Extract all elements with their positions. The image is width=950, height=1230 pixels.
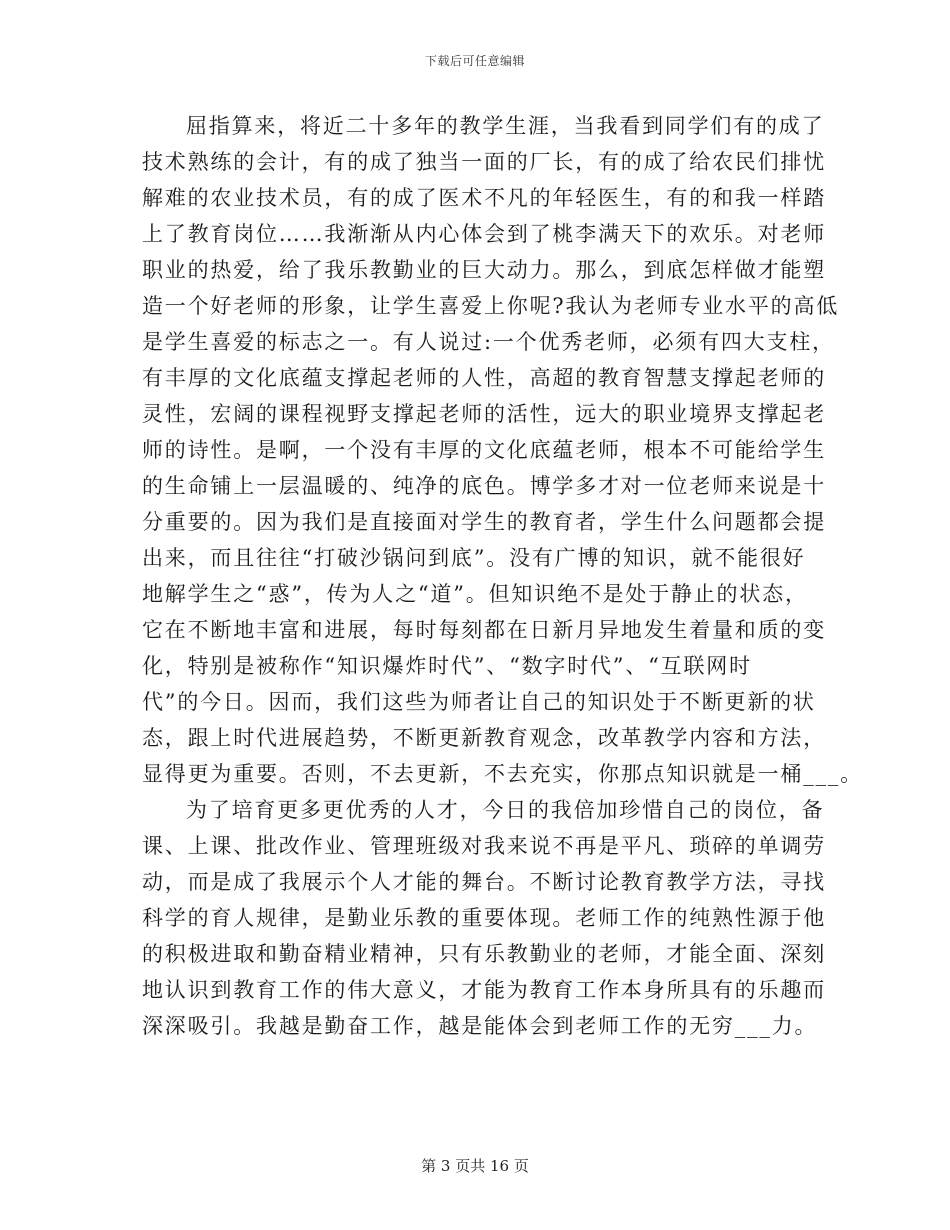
page-footer: 第 3 页共 16 页 — [421, 1157, 529, 1175]
text-line: 分重要的。因为我们是直接面对学生的教育者，学生什么问题都会提 — [142, 510, 826, 534]
text-line: 课、上课、批改作业、管理班级对我来说不再是平凡、琐碎的单调劳 — [142, 834, 826, 858]
text-line: 上了教育岗位……我渐渐从内心体会到了桃李满天下的欢乐。对老师 — [142, 222, 826, 246]
document-body — [142, 108, 863, 1044]
text-line: 它在不断地丰富和进展，每时每刻都在日新月异地发生着量和质的变 — [142, 618, 826, 642]
text-line: 是学生喜爱的标志之一。有人说过:一个优秀老师，必须有四大支柱， — [142, 330, 835, 354]
text-line: 动，而是成了我展示个人才能的舞台。不断讨论教育教学方法，寻找 — [142, 870, 826, 894]
text-line: 科学的育人规律，是勤业乐教的重要体现。老师工作的纯熟性源于他 — [142, 906, 826, 930]
text-line: 的积极进取和勤奋精业精神，只有乐教勤业的老师，才能全面、深刻 — [142, 942, 826, 966]
text-line: 深深吸引。我越是勤奋工作，越是能体会到老师工作的无穷___力。 — [142, 1014, 818, 1038]
text-line: 地认识到教育工作的伟大意义，才能为教育工作本身所具有的乐趣而 — [142, 978, 826, 1002]
text-line: 出来，而且往往“打破沙锅问到底”。没有广博的知识，就不能很好 — [142, 546, 806, 570]
text-line: 屈指算来，将近二十多年的教学生涯，当我看到同学们有的成了 — [186, 114, 825, 138]
text-line: 为了培育更多更优秀的人才，今日的我倍加珍惜自己的岗位，备 — [186, 798, 825, 822]
text-line: 地解学生之“惑”，传为人之“道”。但知识绝不是处于静止的状态， — [142, 582, 808, 606]
text-line: 态，跟上时代进展趋势，不断更新教育观念，改革教学内容和方法， — [142, 726, 826, 750]
text-line: 技术熟练的会计，有的成了独当一面的厂长，有的成了给农民们排忧 — [142, 150, 826, 174]
text-line: 职业的热爱，给了我乐教勤业的巨大动力。那么，到底怎样做才能塑 — [142, 258, 826, 282]
text-line: 师的诗性。是啊，一个没有丰厚的文化底蕴老师，根本不可能给学生 — [142, 438, 826, 462]
text-line: 灵性，宏阔的课程视野支撑起老师的活性，远大的职业境界支撑起老 — [142, 402, 826, 426]
text-line: 的生命铺上一层温暖的、纯净的底色。博学多才对一位老师来说是十 — [142, 474, 826, 498]
text-line: 有丰厚的文化底蕴支撑起老师的人性，高超的教育智慧支撑起老师的 — [142, 366, 826, 390]
text-line: 显得更为重要。否则，不去更新，不去充实，你那点知识就是一桶___。 — [142, 762, 863, 786]
text-line: 化，特别是被称作“知识爆炸时代”、“数字时代”、“互联网时 — [142, 654, 752, 678]
text-line: 解难的农业技术员，有的成了医术不凡的年轻医生，有的和我一样踏 — [142, 186, 826, 210]
text-line: 造一个好老师的形象，让学生喜爱上你呢?我认为老师专业水平的高低 — [142, 294, 840, 318]
page-header: 下载后可任意编辑 — [424, 54, 525, 68]
text-line: 代”的今日。因而，我们这些为师者让自己的知识处于不断更新的状 — [142, 690, 816, 714]
